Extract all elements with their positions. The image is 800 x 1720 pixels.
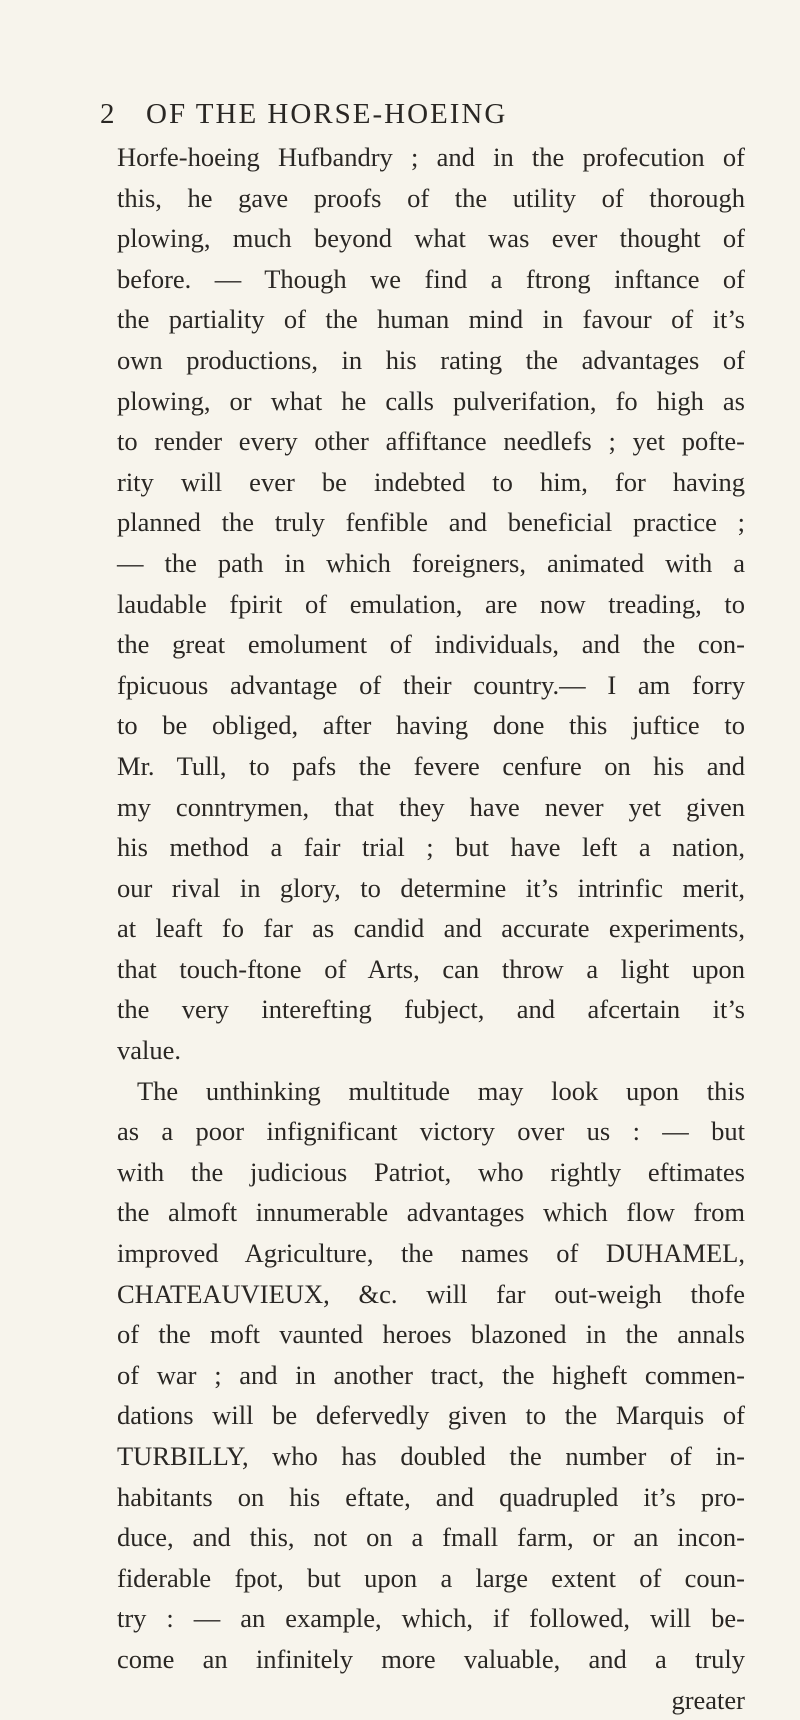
text-line: this, he gave proofs of the utility of thorough	[117, 182, 745, 213]
text-line: at leaft fo far as candid and accurate experiments,	[117, 913, 745, 944]
text-line: improved Agriculture, the names of DUHAMEL,	[117, 1238, 745, 1269]
text-line: try : — an example, which, if followed, will be-	[117, 1603, 745, 1634]
text-line: planned the truly fenfible and beneficial practice ;	[117, 507, 745, 538]
body-text	[117, 137, 745, 1720]
running-title: OF THE HORSE-HOEING	[146, 98, 508, 130]
text-line: with the judicious Patriot, who rightly eftimates	[117, 1156, 745, 1187]
text-line: value.	[117, 1035, 182, 1066]
text-line: habitants on his eftate, and quadrupled it’s pro-	[117, 1481, 745, 1512]
text-line: as a poor infignificant victory over us : — but	[117, 1116, 745, 1147]
text-line: the great emolument of individuals, and the con-	[117, 629, 745, 660]
text-line: of war ; and in another tract, the higheft commen-	[117, 1359, 745, 1390]
text-line: fiderable fpot, but upon a large extent of coun-	[117, 1562, 745, 1593]
text-line: rity will ever be indebted to him, for having	[117, 466, 745, 497]
text-line: that touch-ftone of Arts, can throw a light upon	[117, 953, 745, 984]
text-line: CHATEAUVIEUX, &c. will far out-weigh thofe	[117, 1278, 745, 1309]
text-line: own productions, in his rating the advantages of	[117, 344, 745, 375]
text-line: to be obliged, after having done this juftice to	[117, 710, 745, 741]
text-line: to render every other affiftance needlefs ; yet pofte-	[117, 426, 745, 457]
text-line: before. — Though we find a ftrong inftance of	[117, 263, 745, 294]
text-line: fpicuous advantage of their country.— I am forry	[117, 669, 745, 700]
text-line: the almoft innumerable advantages which flow from	[117, 1197, 745, 1228]
catchword: greater	[671, 1684, 745, 1715]
text-line: Horfe-hoeing Hufbandry ; and in the profecution of	[117, 142, 745, 172]
text-line: plowing, much beyond what was ever thought of	[117, 223, 745, 254]
text-line: duce, and this, not on a fmall farm, or an incon-	[117, 1522, 745, 1553]
text-line: my conntrymen, that they have never yet given	[117, 791, 745, 822]
text-line: dations will be defervedly given to the Marquis of	[117, 1400, 745, 1431]
text-line: Mr. Tull, to pafs the fevere cenfure on his and	[117, 750, 745, 781]
text-line: come an infinitely more valuable, and a truly	[117, 1643, 745, 1674]
page-number: 2	[100, 98, 117, 130]
text-line: The unthinking multitude may look upon this	[137, 1075, 745, 1106]
text-line: TURBILLY, who has doubled the number of in-	[117, 1441, 745, 1471]
text-line: laudable fpirit of emulation, are now treading, to	[117, 588, 745, 619]
text-line: the partiality of the human mind in favour of it’s	[117, 304, 745, 335]
text-line: of the moft vaunted heroes blazoned in the annals	[117, 1319, 745, 1350]
text-line: — the path in which foreigners, animated with a	[117, 547, 745, 578]
text-line: plowing, or what he calls pulverifation, fo high as	[117, 385, 745, 416]
text-line: the very interefting fubject, and afcertain it’s	[117, 994, 745, 1025]
text-line: his method a fair trial ; but have left a nation,	[117, 832, 745, 863]
running-head	[100, 98, 740, 138]
text-line: our rival in glory, to determine it’s intrinfic merit,	[117, 872, 745, 903]
